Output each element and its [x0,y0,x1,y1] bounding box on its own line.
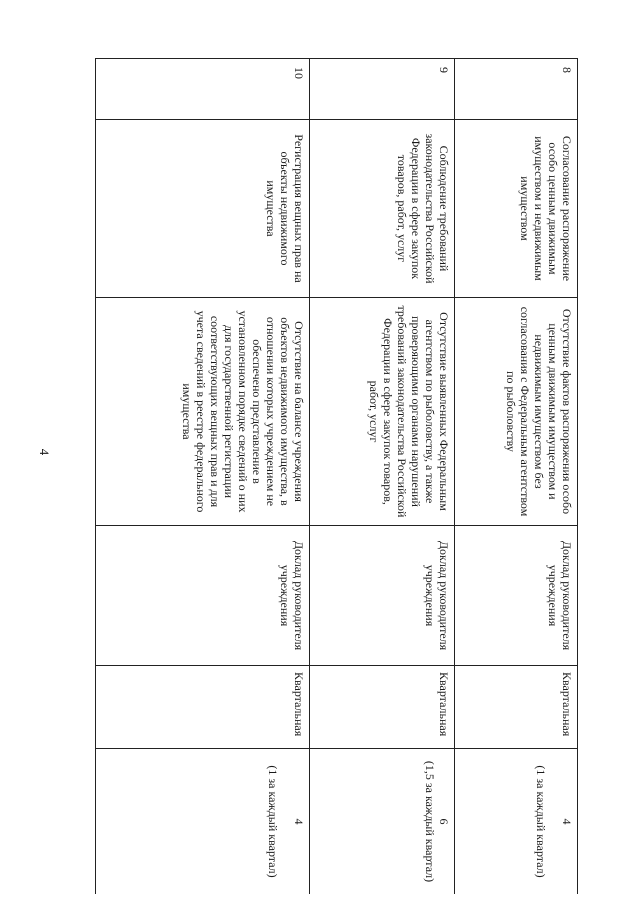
indicator-frequency: Квартальная [455,666,578,749]
row-number: 9 [309,59,455,120]
indicator-title: Согласование распоряжение особо ценным движимым имуществом и недвижимым имуществом [455,120,578,298]
table-row [309,59,455,895]
criteria-table [95,58,578,894]
indicator-criterion: Отсутствие на балансе учреждения объектов недвижимого имущества, в отношении которых учреждением не обеспечено представление в установленном порядке сведений о них для государственной регистрации соответствующих вещных прав и для учета сведений в реестре федерального имущества [96,298,310,526]
indicator-value: 4 [560,818,574,825]
indicator-criterion: Отсутствие фактов распоряжения особо ценным движимым имуществом и недвижимым имуществом без согласования с Федеральным агентством по рыболовству [455,298,578,526]
indicator-value-note: (1 за каждый квартал) [265,765,280,878]
row-number: 10 [96,59,310,120]
indicator-value-cell [309,749,455,895]
indicator-source: Доклад руководителя учреждения [455,526,578,666]
page-number: 4 [37,448,52,456]
indicator-value: 4 [291,818,306,825]
indicator-value-cell [455,749,578,895]
indicator-frequency: Квартальная [309,666,455,749]
indicator-value-note: (1,5 за каждый квартал) [423,760,438,883]
table-row [455,59,578,895]
indicator-title: Соблюдение требований законодательства Российской Федерации в сфере закупок товаров, работ, услуг [309,120,455,298]
indicator-criterion: Отсутствие выявленных Федеральным агентством по рыболовству, а также проверяющими органами нарушений требований законодательства Российской Федерации в сфере закупок товаров, работ, услуг [309,298,455,526]
table-container [95,58,578,894]
indicator-title: Регистрация вещных прав на объекты недвижимого имущества [96,120,310,298]
table-row [96,59,310,895]
indicator-value-note: (1 за каждый квартал) [534,765,548,878]
indicator-value: 6 [437,818,452,825]
row-number: 8 [455,59,578,120]
indicator-frequency: Квартальная [96,666,310,749]
indicator-source: Доклад руководителя учреждения [96,526,310,666]
indicator-value-cell [96,749,310,895]
rotated-table [95,58,578,894]
indicator-source: Доклад руководителя учреждения [309,526,455,666]
